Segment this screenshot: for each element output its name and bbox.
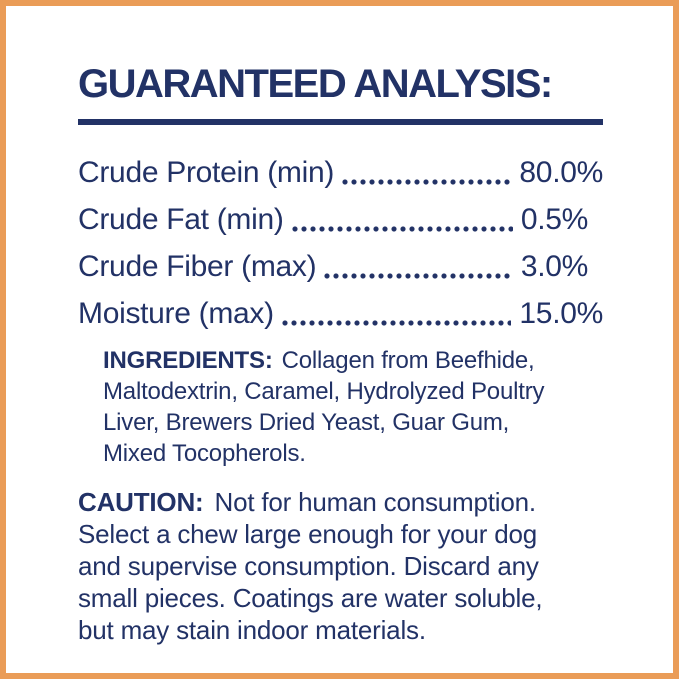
caution-label: CAUTION: (78, 487, 204, 517)
caution-section (78, 486, 603, 646)
ingredients-line (103, 345, 603, 376)
analysis-row-moisture (78, 290, 603, 337)
row-label: Crude Fat (min) (78, 203, 284, 236)
ingredients-label: INGREDIENTS: (103, 347, 273, 374)
row-label: Crude Protein (min) (78, 156, 335, 189)
analysis-row-crude-fiber (78, 243, 603, 290)
row-value: 3.0% (520, 250, 588, 283)
caution-line: but may stain indoor materials. (78, 615, 426, 645)
dot-leader (342, 179, 511, 185)
caution-line: and supervise consumption. Discard any (78, 551, 539, 581)
dot-leader (292, 226, 513, 232)
row-value: 15.0% (519, 297, 603, 330)
ingredients-text: Collagen from Beefhide, (281, 347, 535, 374)
row-value: 0.5% (520, 203, 588, 236)
analysis-row-crude-fat (78, 196, 603, 243)
dot-leader (282, 320, 512, 326)
caution-line: small pieces. Coatings are water soluble, (78, 583, 543, 613)
label-content (6, 6, 673, 646)
caution-text: Not for human consumption. (214, 487, 536, 517)
row-label: Moisture (max) (78, 297, 274, 330)
ingredients-section (103, 345, 603, 469)
ingredients-line: Liver, Brewers Dried Yeast, Guar Gum, (103, 409, 510, 436)
caution-line (78, 486, 603, 518)
ingredients-line: Maltodextrin, Caramel, Hydrolyzed Poultry (103, 378, 545, 405)
dot-leader (324, 273, 513, 279)
ingredients-line: Mixed Tocopherols. (103, 440, 306, 467)
row-value: 80.0% (519, 156, 603, 189)
analysis-row-crude-protein (78, 149, 603, 196)
page-title: GUARANTEED ANALYSIS: (78, 62, 552, 106)
title-underline (78, 119, 603, 125)
caution-line: Select a chew large enough for your dog (78, 519, 538, 549)
row-label: Crude Fiber (max) (78, 250, 317, 283)
analysis-table (78, 149, 603, 337)
